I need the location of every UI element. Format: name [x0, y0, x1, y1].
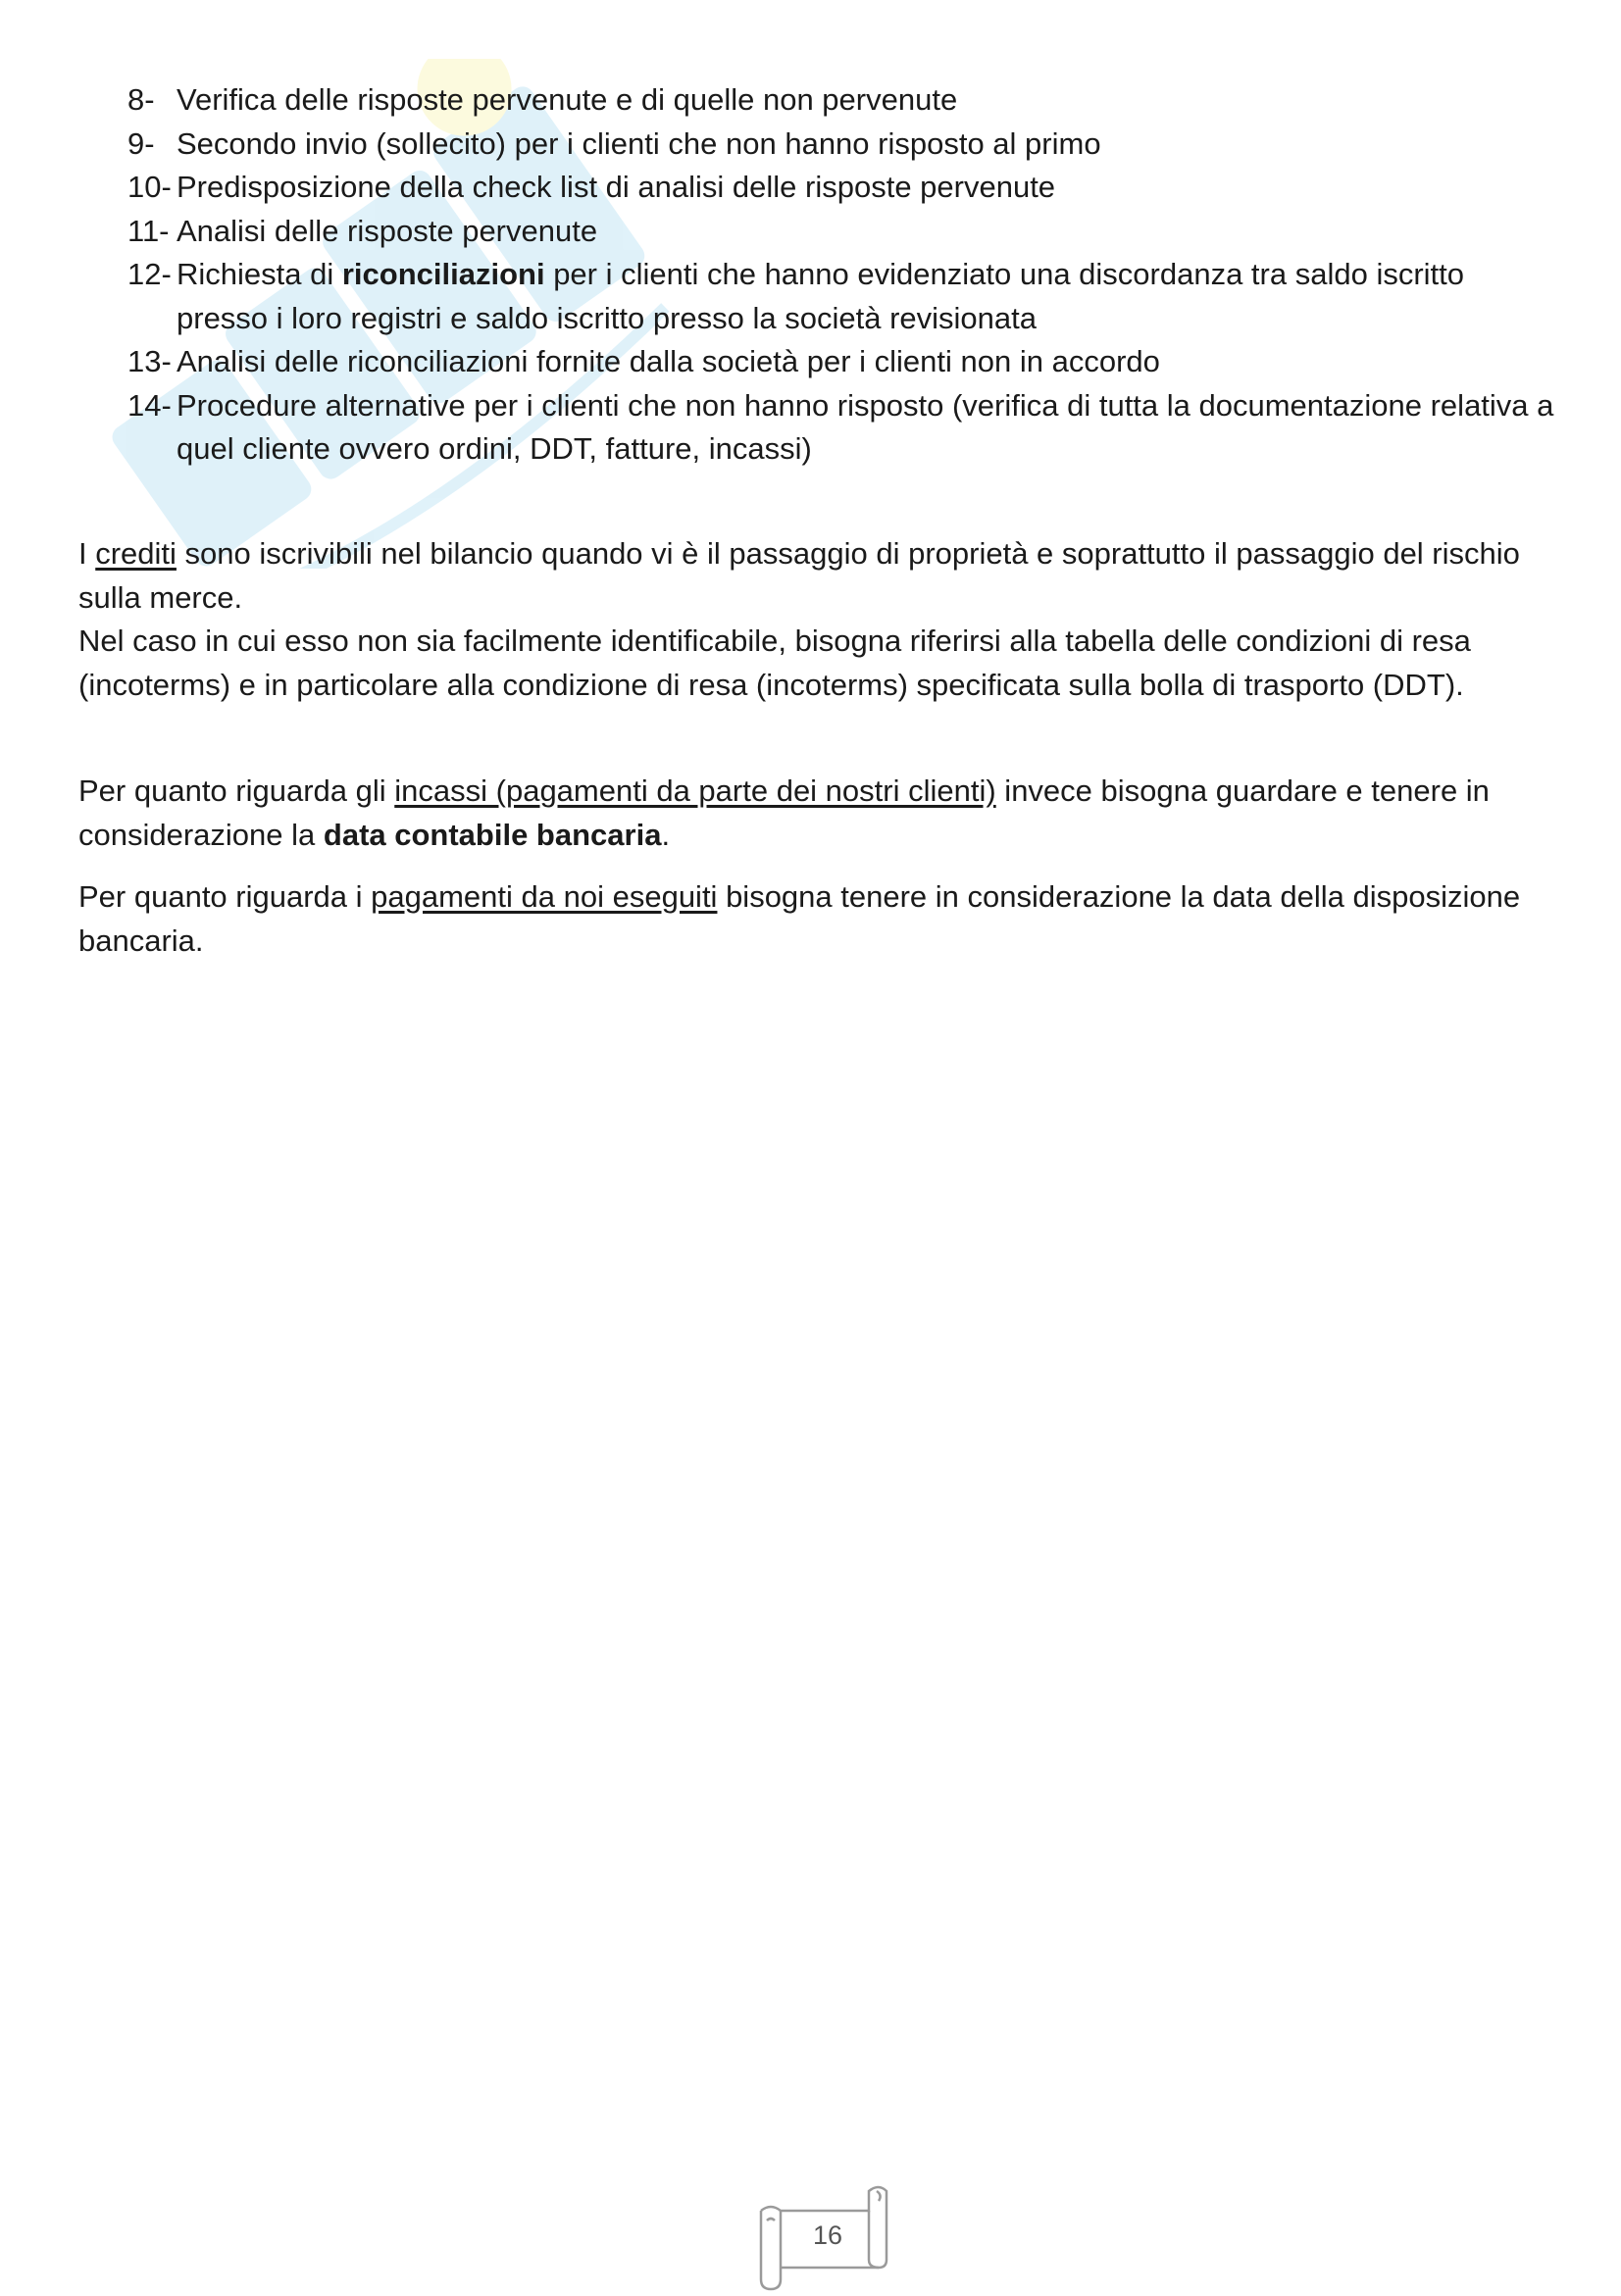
para-text: I [78, 536, 96, 571]
para-text: bisogna tenere in considerazione la data della disposizione bancaria. [78, 879, 1521, 958]
list-item [127, 210, 1559, 254]
underlined-term: incassi (pagamenti da parte dei nostri clienti) [394, 774, 996, 808]
step-text: Secondo invio (sollecito) per i clienti che non hanno risposto al primo [177, 125, 1101, 161]
step-number: 13- [127, 344, 172, 378]
para-text: Per quanto riguarda gli [78, 774, 395, 808]
step-text-after: per i clienti che hanno evidenziato una discordanza tra saldo iscritto presso i loro registri e saldo iscritto presso la società revisionata [177, 257, 1465, 335]
para-text: . [661, 817, 671, 852]
paragraph-pagamenti [78, 875, 1549, 963]
step-number: 9- [127, 125, 155, 161]
list-item [127, 384, 1559, 472]
para-text: Nel caso in cui esso non sia facilmente identificabile, bisogna riferirsi alla tabella delle condizioni di resa (incoterms) e in particolare alla condizione di resa (incoterms) specificata sulla bolla di trasporto (DDT). [78, 624, 1471, 702]
step-number: 10- [127, 170, 172, 204]
procedure-steps-list [127, 78, 1559, 472]
step-text [177, 253, 1559, 340]
underlined-term: crediti [95, 536, 177, 571]
list-item [127, 166, 1559, 210]
para-text: invece bisogna guardare e tenere in considerazione la [78, 774, 1490, 852]
list-item [127, 78, 1559, 123]
paragraph-crediti [78, 532, 1549, 707]
step-text-before: Richiesta di [177, 257, 342, 291]
list-item [127, 123, 1559, 167]
step-text: Analisi delle riconciliazioni fornite dalla società per i clienti non in accordo [177, 344, 1160, 378]
step-text: Procedure alternative per i clienti che non hanno risposto (verifica di tutta la documentazione relativa a quel cliente ovvero ordini, DDT, fatture, incassi) [177, 387, 1554, 466]
step-number: 11- [127, 213, 170, 248]
step-text: Analisi delle risposte pervenute [177, 213, 598, 248]
underlined-term: pagamenti da noi eseguiti [371, 879, 718, 914]
step-text: Predisposizione della check list di analisi delle risposte pervenute [177, 170, 1056, 204]
page-footer [741, 2181, 894, 2291]
step-number: 8- [127, 82, 155, 117]
page-number: 16 [812, 2221, 843, 2250]
para-text: Per quanto riguarda i [78, 879, 372, 914]
paragraph-incassi [78, 770, 1549, 857]
para-text: sono iscrivibili nel bilancio quando vi è il passaggio di proprietà e soprattutto il passaggio del rischio sulla merce. [78, 536, 1520, 615]
step-text: Verifica delle risposte pervenute e di quelle non pervenute [177, 82, 958, 117]
list-item [127, 340, 1559, 384]
bold-term: data contabile bancaria [323, 817, 662, 852]
step-bold-term: riconciliazioni [341, 257, 545, 291]
step-number: 14- [127, 387, 172, 423]
step-number: 12- [127, 257, 172, 291]
list-item [127, 253, 1559, 340]
